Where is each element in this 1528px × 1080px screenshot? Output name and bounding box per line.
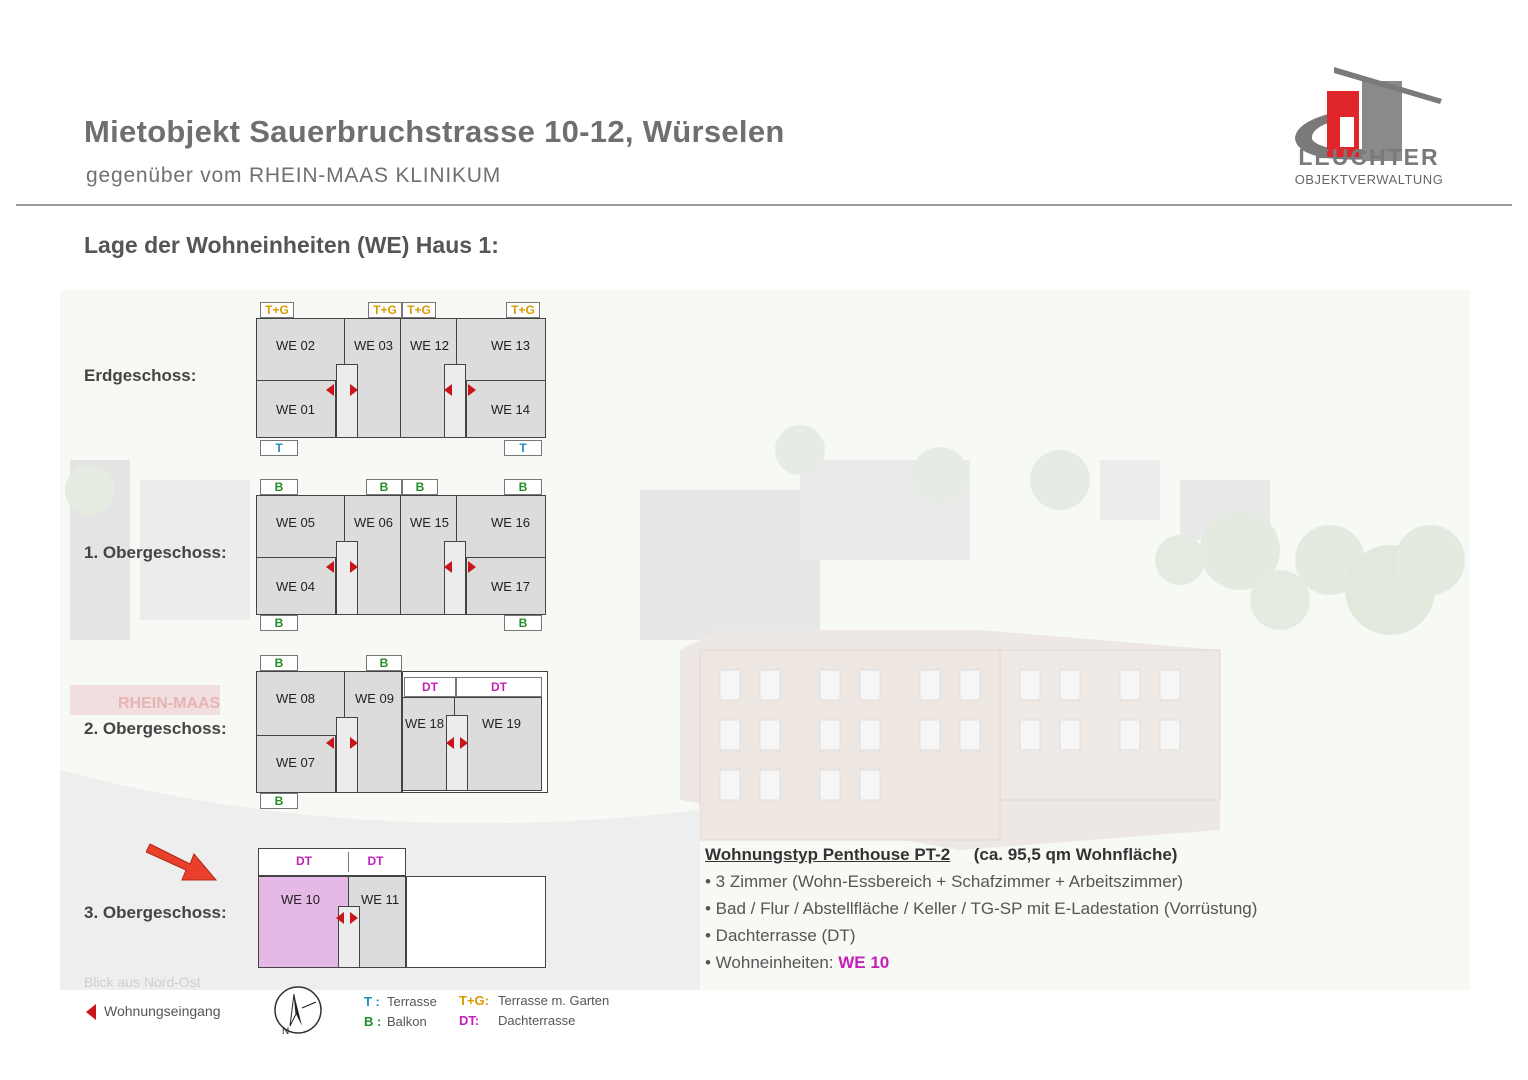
tag-balcony: B (504, 615, 542, 631)
compass-icon (272, 986, 324, 1038)
tag-balcony: B (260, 479, 298, 495)
unit-label: WE 04 (276, 579, 316, 594)
unit-type-heading (705, 845, 1177, 865)
unit-label: WE 03 (354, 338, 394, 353)
tag-balcony: B (260, 793, 298, 809)
tag-balcony: B (366, 655, 402, 671)
tag-roof-terrace: DT (348, 852, 402, 872)
tag-balcony: B (260, 615, 298, 631)
staircase (444, 541, 466, 615)
entrance-arrow-icon (326, 384, 334, 396)
info-line: • Bad / Flur / Abstellfläche / Keller / TG-SP mit E-Ladestation (Vorrüstung) (705, 899, 1258, 918)
units-prefix: • Wohneinheiten: (705, 953, 839, 972)
tag-balcony: B (366, 479, 402, 495)
units-value: WE 10 (838, 953, 890, 972)
unit-label: WE 01 (276, 402, 316, 417)
unit-area: (ca. 95,5 qm Wohnfläche) (973, 845, 1178, 864)
staircase (444, 364, 466, 438)
tag-balcony: B (504, 479, 542, 495)
page-title: Mietobjekt Sauerbruchstrasse 10-12, Würselen (84, 114, 785, 149)
tag-terrace-garden: T+G (368, 302, 402, 318)
entrance-arrow-icon (350, 912, 358, 924)
highlight-arrow-icon (146, 830, 218, 886)
unit-label: WE 19 (482, 716, 522, 731)
legend-key-t: T : (364, 994, 380, 1009)
tag-terrace-garden: T+G (506, 302, 540, 318)
staircase (446, 715, 468, 791)
floorplan-eg (256, 300, 546, 460)
staircase (336, 364, 358, 438)
floor-label-eg: Erdgeschoss: (84, 366, 197, 385)
bg-sign: RHEIN-MAAS (118, 695, 221, 712)
entrance-arrow-icon (446, 737, 454, 749)
unit-label: WE 18 (405, 716, 445, 731)
entrance-arrow-icon (336, 912, 344, 924)
staircase (336, 541, 358, 615)
floor-label-og2: 2. Obergeschoss: (84, 719, 227, 738)
unit-label: WE 06 (354, 515, 394, 530)
staircase (336, 717, 358, 793)
unit-label: WE 11 (361, 892, 400, 907)
info-line: • 3 Zimmer (Wohn-Essbereich + Schafzimmer + Arbeitszimmer) (705, 872, 1183, 891)
floor-label-og3: 3. Obergeschoss: (84, 903, 227, 922)
unit-label: WE 16 (491, 515, 531, 530)
entrance-arrow-icon (86, 1004, 96, 1020)
unit-label: WE 07 (276, 755, 316, 770)
tag-terrace-garden: T+G (402, 302, 436, 318)
unit-label: WE 15 (410, 515, 450, 530)
unit-label: WE 09 (355, 691, 395, 706)
unit-label: WE 05 (276, 515, 316, 530)
tag-terrace: T (504, 440, 542, 456)
tag-roof-terrace: DT (260, 852, 348, 872)
tag-balcony: B (402, 479, 438, 495)
entrance-arrow-icon (460, 737, 468, 749)
logo-subtitle: OBJEKTVERWALTUNG (1294, 172, 1444, 187)
unit-label: WE 13 (491, 338, 531, 353)
header-divider (16, 204, 1512, 206)
info-line-units (705, 953, 889, 973)
entrance-arrow-icon (326, 561, 334, 573)
entrance-arrow-icon (350, 561, 358, 573)
tag-terrace: T (260, 440, 298, 456)
view-caption: Blick aus Nord-Ost (84, 974, 201, 990)
legend-text-dt: Dachterrasse (498, 1013, 576, 1028)
entrance-arrow-icon (444, 561, 452, 573)
unit-label: WE 10 (281, 892, 321, 907)
entrance-arrow-icon (468, 561, 476, 573)
floorplan-og1 (256, 477, 546, 637)
entrance-arrow-icon (350, 737, 358, 749)
entrance-arrow-icon (444, 384, 452, 396)
entrance-arrow-icon (350, 384, 358, 396)
legend-key-dt: DT: (459, 1013, 480, 1028)
page-subtitle: gegenüber vom RHEIN-MAAS KLINIKUM (86, 164, 502, 187)
tag-terrace-garden: T+G (260, 302, 294, 318)
legend-text-b: Balkon (387, 1014, 427, 1029)
unit-label: WE 14 (491, 402, 531, 417)
legend-text-t: Terrasse (387, 994, 437, 1009)
tag-roof-terrace: DT (456, 677, 542, 697)
building-outline (406, 876, 546, 968)
unit-label: WE 02 (276, 338, 316, 353)
unit-label: WE 17 (491, 579, 531, 594)
legend-key-tg: T+G: (459, 993, 489, 1008)
unit-type-label: Wohnungstyp Penthouse PT-2 (705, 845, 951, 864)
tag-balcony: B (260, 655, 298, 671)
logo-name: LEUCHTER (1298, 144, 1440, 170)
unit-label: WE 12 (410, 338, 450, 353)
tag-roof-terrace: DT (404, 677, 456, 697)
floorplan-og2 (256, 653, 548, 813)
section-title: Lage der Wohneinheiten (WE) Haus 1: (84, 232, 499, 258)
info-line: • Dachterrasse (DT) (705, 926, 856, 945)
legend-entrance: Wohnungseingang (104, 1003, 221, 1019)
entrance-arrow-icon (326, 737, 334, 749)
compass-letter: N (282, 1026, 290, 1037)
floor-label-og1: 1. Obergeschoss: (84, 543, 227, 562)
legend-text-tg: Terrasse m. Garten (498, 993, 610, 1008)
entrance-arrow-icon (468, 384, 476, 396)
legend-key-b: B : (364, 1014, 382, 1029)
unit-label: WE 08 (276, 691, 316, 706)
floorplan-og3 (256, 846, 548, 970)
